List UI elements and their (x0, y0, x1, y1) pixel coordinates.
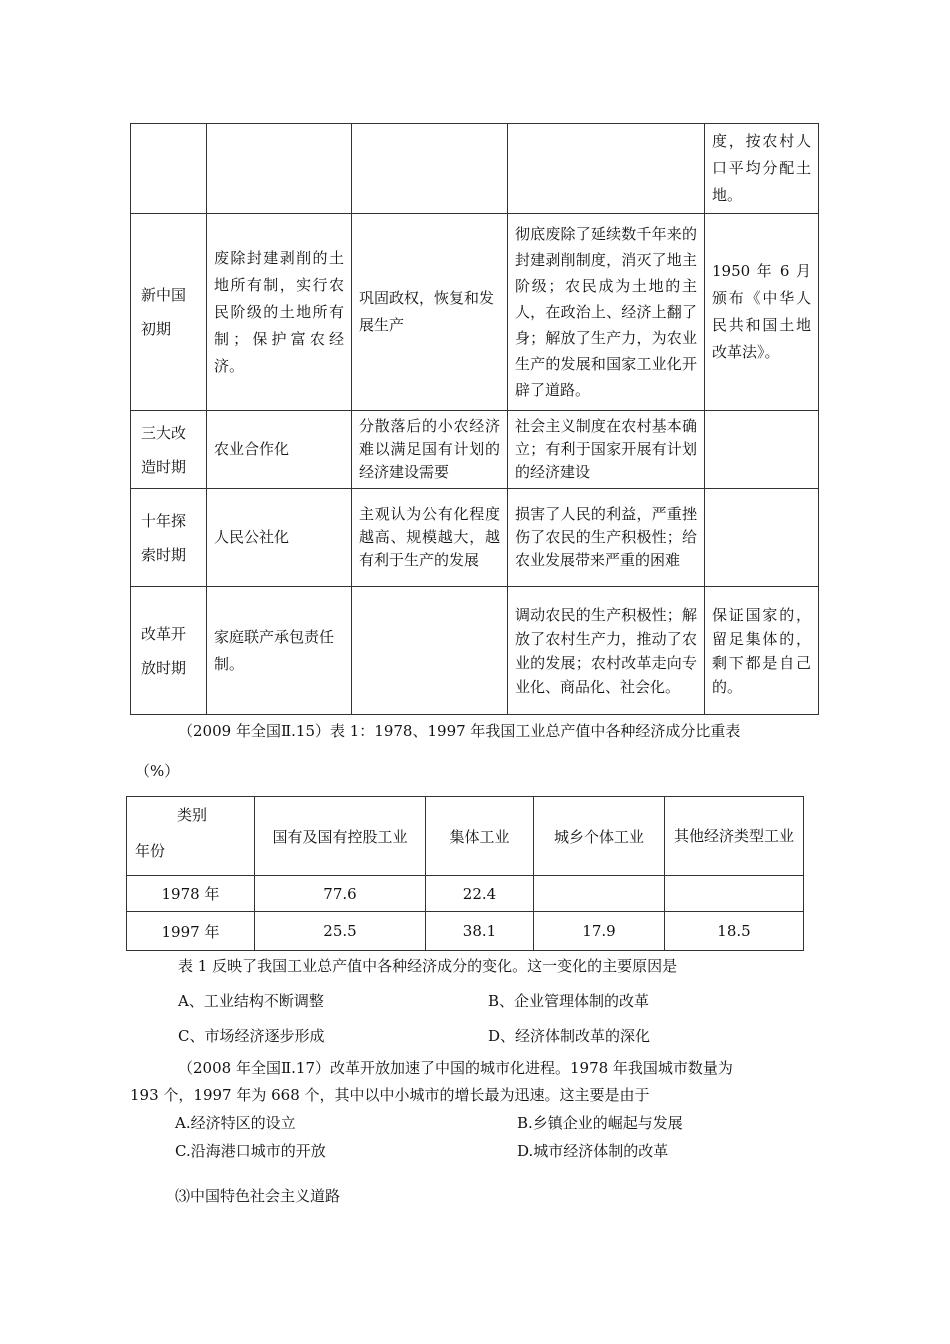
table-row (131, 489, 819, 587)
row-header: 1978 年 (127, 876, 255, 912)
q1-option-d: D、经济体制改革的深化 (488, 1027, 651, 1045)
table-cell (508, 124, 705, 214)
land-reform-table (130, 123, 819, 715)
table-cell: 17.9 (534, 912, 665, 951)
q1-option-b: B、企业管理体制的改革 (488, 992, 650, 1010)
table-row (127, 876, 804, 912)
table-cell: 废除封建剥削的土地所有制，实行农民阶级的土地所有制；保护富农经济。 (207, 214, 352, 411)
q2-option-c: C.沿海港口城市的开放 (175, 1142, 326, 1160)
column-header: 集体工业 (426, 797, 534, 876)
table-cell: 人民公社化 (207, 489, 352, 587)
table-row (127, 912, 804, 951)
corner-category-label: 类别 (177, 805, 208, 824)
table-cell: 彻底废除了延续数千年来的封建剥削制度，消灭了地主阶级；农民成为土地的主人，在政治上、经济上翻了身；解放了生产力，为农业生产的发展和国家工业化开辟了道路。 (508, 214, 705, 411)
table-cell (705, 489, 819, 587)
table-cell: 1950 年 6 月颁布《中华人民共和国土地改革法》。 (705, 214, 819, 411)
table-cell: 主观认为公有化程度越高、规模越大，越有利于生产的发展 (352, 489, 508, 587)
table-cell: 损害了人民的利益，严重挫伤了农民的生产积极性；给农业发展带来严重的困难 (508, 489, 705, 587)
table-cell (534, 876, 665, 912)
table-cell (705, 411, 819, 489)
table-cell: 新中国初期 (131, 214, 207, 411)
q1-option-a: A、工业结构不断调整 (178, 992, 324, 1010)
table-cell: 18.5 (665, 912, 804, 951)
industry-share-table (126, 796, 804, 951)
table-cell: 保证国家的，留足集体的，剩下都是自己的。 (705, 587, 819, 715)
table-row (131, 214, 819, 411)
corner-year-label: 年份 (135, 841, 166, 860)
q2-option-d: D.城市经济体制的改革 (517, 1142, 669, 1160)
table-cell: 分散落后的小农经济难以满足国有计划的经济建设需要 (352, 411, 508, 489)
table-cell: 三大改造时期 (131, 411, 207, 489)
table-cell (665, 876, 804, 912)
column-header: 城乡个体工业 (534, 797, 665, 876)
table-row (131, 124, 819, 214)
table-cell (131, 124, 207, 214)
question-2009-prompt: 表 1 反映了我国工业总产值中各种经济成分的变化。这一变化的主要原因是 (178, 957, 678, 975)
q1-option-c: C、市场经济逐步形成 (178, 1027, 325, 1045)
row-header: 1997 年 (127, 912, 255, 951)
column-header: 其他经济类型工业 (665, 797, 804, 876)
table-cell (207, 124, 352, 214)
table-cell: 家庭联产承包责任制。 (207, 587, 352, 715)
table-cell: 巩固政权，恢复和发展生产 (352, 214, 508, 411)
table-cell: 25.5 (255, 912, 426, 951)
table-cell: 调动农民的生产积极性；解放了农村生产力，推动了农业的发展；农村改革走向专业化、商品化、社会化。 (508, 587, 705, 715)
table-cell: 度，按农村人口平均分配土地。 (705, 124, 819, 214)
q2-option-b: B.乡镇企业的崛起与发展 (517, 1114, 683, 1132)
question-2008-stem-line2: 193 个，1997 年为 668 个，其中以中小城市的增长最为迅速。这主要是由于 (130, 1086, 650, 1104)
table-cell (352, 124, 508, 214)
question-2008-stem-line1: （2008 年全国Ⅱ.17）改革开放加速了中国的城市化进程。1978 年我国城市数量为 (178, 1059, 733, 1077)
table-corner-cell (127, 797, 255, 876)
table-cell: 77.6 (255, 876, 426, 912)
table-header-row (127, 797, 804, 876)
table-cell: 农业合作化 (207, 411, 352, 489)
table-row (131, 411, 819, 489)
table-cell: 22.4 (426, 876, 534, 912)
q2-option-a: A.经济特区的设立 (175, 1114, 296, 1132)
table-cell: 十年探索时期 (131, 489, 207, 587)
question-2009-stem-unit: （%） (135, 762, 180, 780)
table-cell: 社会主义制度在农村基本确立；有利于国家开展有计划的经济建设 (508, 411, 705, 489)
table-cell: 改革开放时期 (131, 587, 207, 715)
question-2009-stem: （2009 年全国Ⅱ.15）表 1：1978、1997 年我国工业总产值中各种经济成分比重表 (178, 722, 741, 740)
column-header: 国有及国有控股工业 (255, 797, 426, 876)
table-cell: 38.1 (426, 912, 534, 951)
section-heading: ⑶中国特色社会主义道路 (175, 1187, 341, 1205)
table-row (131, 587, 819, 715)
table-cell (352, 587, 508, 715)
